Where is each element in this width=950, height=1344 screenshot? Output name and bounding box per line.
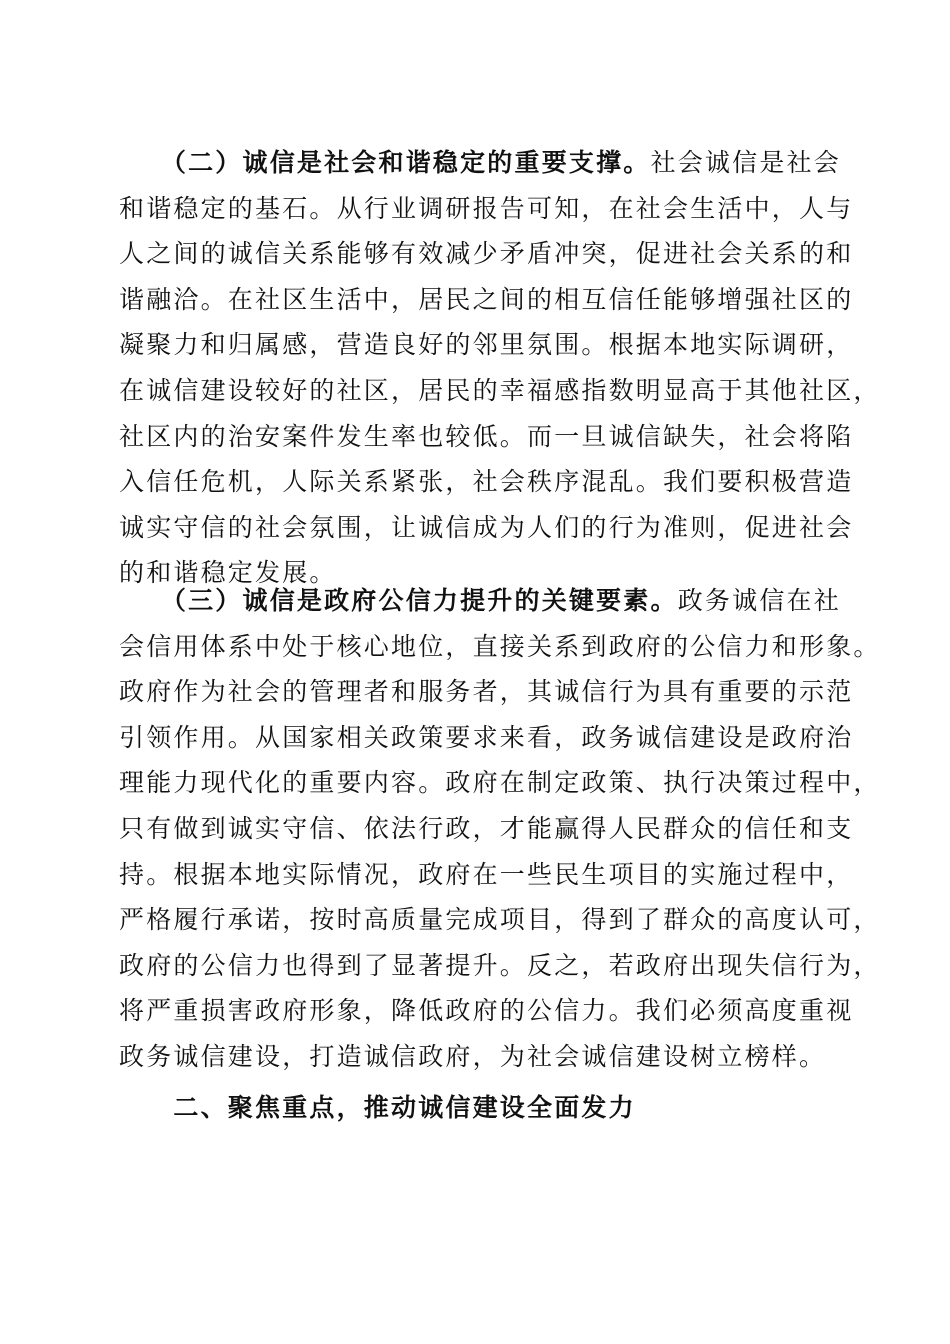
paragraph-line: 凝聚力和归属感，营造良好的邻里氛围。根据本地实际调研， [119,330,854,360]
paragraph-text: 政务诚信在社 [677,586,841,615]
paragraph-line: 将严重损害政府形象，降低政府的公信力。我们必须高度重视 [119,996,854,1026]
section-heading-block [119,1085,831,1131]
paragraph-line: 诚实守信的社会氛围，让诚信成为人们的行为准则，促进社会 [119,512,854,542]
paragraph-line: 只有做到诚实守信、依法行政，才能赢得人民群众的信任和支 [119,813,854,843]
paragraph-heading: （二）诚信是社会和谐稳定的重要支撑。 [173,148,651,177]
paragraph-line: 人之间的诚信关系能够有效减少矛盾冲突，促进社会关系的和 [119,239,854,269]
paragraph-line: 谐融洽。在社区生活中，居民之间的相互信任能够增强社区的 [119,284,854,314]
paragraph-text: 社会诚信是社会 [650,148,841,177]
section-heading-line [119,1085,831,1131]
paragraph-2 [119,140,881,596]
paragraph-line: 政府的公信力也得到了显著提升。反之，若政府出现失信行为， [119,950,881,980]
paragraph-3 [119,578,881,1080]
paragraph-line: 在诚信建设较好的社区，居民的幸福感指数明显高于其他社区， [119,375,881,405]
paragraph-line [119,578,841,624]
paragraph-line: 入信任危机，人际关系紧张，社会秩序混乱。我们要积极营造 [119,467,854,497]
paragraph-line: 会信用体系中处于核心地位，直接关系到政府的公信力和形象。 [119,631,881,661]
paragraph-line: 政府作为社会的管理者和服务者，其诚信行为具有重要的示范 [119,677,854,707]
paragraph-line: 持。根据本地实际情况，政府在一些民生项目的实施过程中， [119,859,854,889]
paragraph-line: 政务诚信建设，打造诚信政府，为社会诚信建设树立榜样。 [119,1041,827,1071]
paragraph-line: 理能力现代化的重要内容。政府在制定政策、执行决策过程中， [119,768,881,798]
paragraph-line: 严格履行承诺，按时高质量完成项目，得到了群众的高度认可， [119,905,881,935]
paragraph-heading: （三）诚信是政府公信力提升的关键要素。 [173,586,678,615]
section-heading: 二、聚焦重点，推动诚信建设全面发力 [173,1093,636,1122]
paragraph-line: 引领作用。从国家相关政策要求来看，政务诚信建设是政府治 [119,722,854,752]
paragraph-line: 和谐稳定的基石。从行业调研报告可知，在社会生活中，人与 [119,193,854,223]
paragraph-line [119,140,841,186]
paragraph-line: 的和谐稳定发展。 [119,558,337,588]
paragraph-line: 社区内的治安案件发生率也较低。而一旦诚信缺失，社会将陷 [119,421,854,451]
